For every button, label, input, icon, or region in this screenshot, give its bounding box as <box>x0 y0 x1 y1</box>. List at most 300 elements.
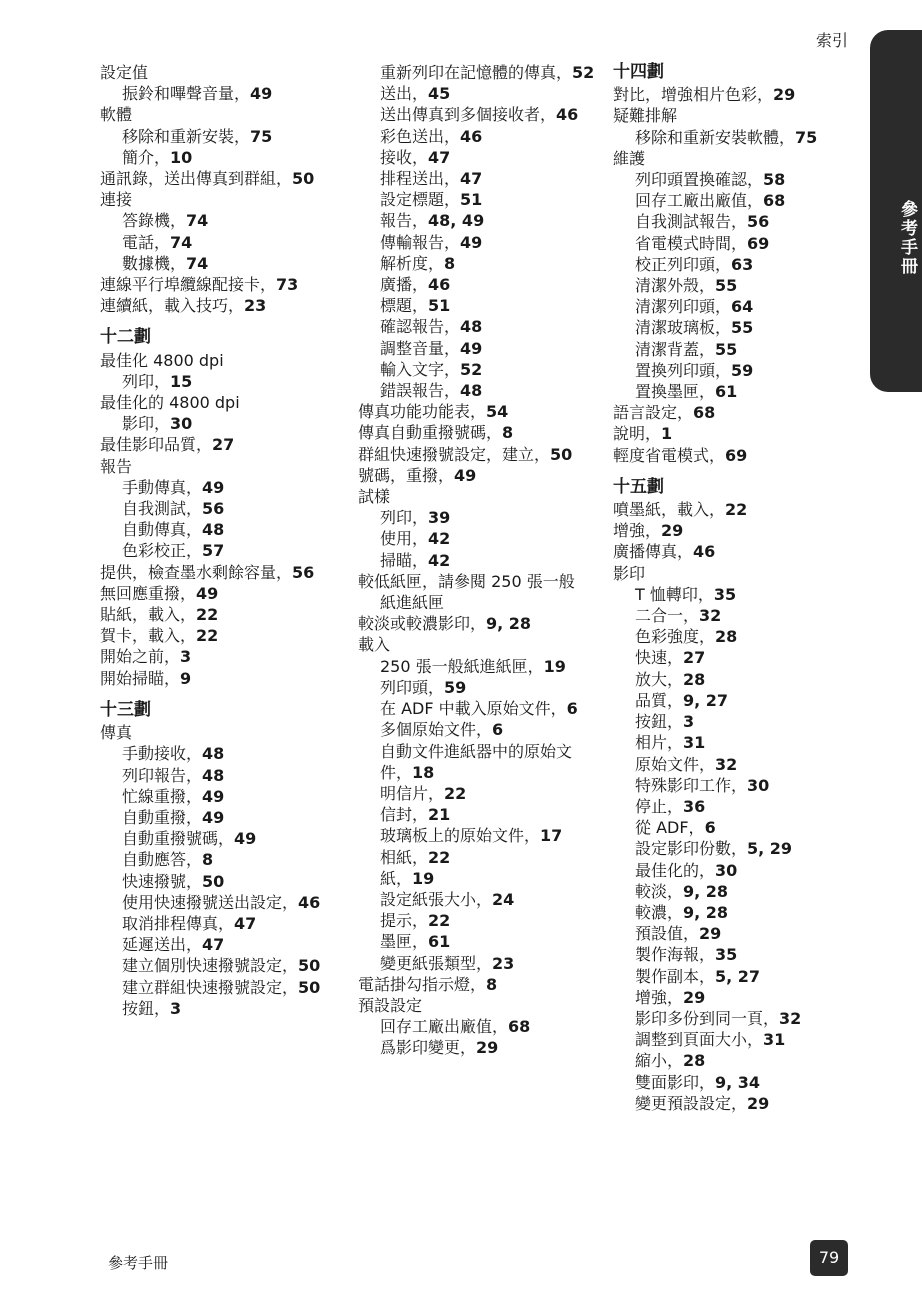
index-entry-pages: 56 <box>747 212 770 232</box>
index-entry-text: 變更紙張類型， <box>380 953 493 973</box>
index-entry <box>100 722 356 743</box>
index-column-1 <box>100 62 356 1019</box>
index-entry-text: 回存工廠出廠值， <box>380 1017 509 1037</box>
index-entry <box>100 168 356 189</box>
index-entry-pages: 69 <box>747 233 770 253</box>
index-entry-pages: 50 <box>292 169 315 189</box>
index-entry <box>100 62 356 83</box>
index-entry <box>100 646 356 667</box>
index-entry-pages: 59 <box>444 677 467 697</box>
index-entry <box>613 923 865 944</box>
index-entry-text: 品質， <box>635 690 684 710</box>
index-entry-text: 最佳影印品質， <box>100 435 213 455</box>
index-entry-pages: 29 <box>773 85 796 105</box>
index-entry-pages: 49 <box>202 786 225 806</box>
index-entry-text: 答錄機， <box>122 211 187 231</box>
index-entry <box>358 189 612 210</box>
index-entry-pages: 52 <box>572 63 595 82</box>
index-entry <box>100 540 356 561</box>
index-entry-pages: 68 <box>763 191 786 211</box>
index-entry-text: 列印， <box>380 508 429 528</box>
index-entry-text: 振鈴和嗶聲音量， <box>122 84 251 104</box>
index-entry-text: 手動傳真， <box>122 477 203 497</box>
index-entry <box>613 445 865 466</box>
index-entry-text: 提示， <box>380 911 429 931</box>
index-entry-text: 移除和重新安裝， <box>122 126 251 146</box>
index-entry-pages: 19 <box>412 868 435 888</box>
index-entry-text: 較濃， <box>635 902 684 922</box>
index-entry-pages: 9, 34 <box>715 1072 761 1092</box>
index-entry-text: 調整到頁面大小， <box>635 1030 764 1050</box>
index-entry-pages: 61 <box>428 932 451 952</box>
index-entry-pages: 50 <box>550 444 573 464</box>
index-entry <box>100 913 356 934</box>
index-entry-pages: 31 <box>683 733 706 753</box>
index-entry-text: 回存工廠出廠值， <box>635 191 764 211</box>
index-entry-pages: 32 <box>699 606 722 626</box>
index-entry-text: 多個原始文件， <box>380 720 493 740</box>
index-entry-text: 噴墨紙，載入， <box>613 500 726 520</box>
index-entry-pages: 61 <box>715 382 738 402</box>
index-entry <box>613 541 865 562</box>
index-entry-text: 忙線重撥， <box>122 786 203 806</box>
index-entry <box>100 371 356 392</box>
index-entry-pages: 74 <box>170 232 193 252</box>
index-entry-pages: 9, 28 <box>683 881 729 901</box>
index-entry <box>613 275 865 296</box>
index-entry-text: 增強， <box>613 521 662 541</box>
index-entry <box>100 210 356 231</box>
index-entry <box>100 232 356 253</box>
index-entry <box>613 754 865 775</box>
index-entry-text: 自動文件進紙器中的原始文 <box>380 741 573 761</box>
index-entry-pages: 15 <box>170 371 193 391</box>
index-entry <box>613 190 865 211</box>
index-entry <box>358 62 612 83</box>
index-entry-text: 自動重撥號碼， <box>122 829 235 849</box>
index-entry <box>358 465 612 486</box>
index-entry-text: 建立個別快速撥號設定， <box>122 956 299 976</box>
index-entry <box>358 656 612 677</box>
index-entry-pages: 24 <box>492 889 515 909</box>
index-entry <box>358 126 612 147</box>
index-entry-pages: 29 <box>699 924 722 944</box>
index-entry <box>358 804 612 825</box>
index-entry-text: 紙進紙匣 <box>380 593 445 613</box>
index-entry <box>358 910 612 931</box>
index-entry-pages: 28 <box>683 669 706 689</box>
index-entry <box>613 902 865 923</box>
index-entry <box>613 860 865 881</box>
index-entry <box>358 931 612 952</box>
index-entry-pages: 8 <box>486 974 498 994</box>
index-entry-pages: 64 <box>731 297 754 317</box>
index-entry <box>613 881 865 902</box>
index-entry <box>613 317 865 338</box>
index-entry <box>100 456 356 477</box>
index-entry-text: 開始掃瞄， <box>100 668 181 688</box>
index-entry-text: 廣播， <box>380 275 429 295</box>
index-entry <box>358 104 612 125</box>
index-entry-text: 相片， <box>635 733 684 753</box>
index-entry <box>613 605 865 626</box>
index-entry <box>613 148 865 169</box>
index-entry-text: 疑難排解 <box>613 106 678 126</box>
index-entry-pages: 54 <box>486 402 509 422</box>
footer-title: 參考手冊 <box>108 1254 169 1272</box>
index-entry-text: 彩色送出， <box>380 126 461 146</box>
index-entry-text: 從 ADF， <box>635 818 705 838</box>
index-entry-text: 數據機， <box>122 253 187 273</box>
index-entry <box>100 147 356 168</box>
index-entry-pages: 5, 29 <box>747 839 793 859</box>
index-entry-text: 爲影印變更， <box>380 1038 477 1058</box>
index-entry-pages: 47 <box>234 913 257 933</box>
index-column-3 <box>613 62 865 1114</box>
index-entry-text: 傳真 <box>100 723 133 743</box>
index-entry-pages: 47 <box>202 935 225 955</box>
index-entry <box>613 211 865 232</box>
index-entry-pages: 22 <box>196 626 219 646</box>
index-entry <box>358 825 612 846</box>
index-entry-text: 玻璃板上的原始文件， <box>380 826 541 846</box>
index-entry <box>100 604 356 625</box>
index-entry-pages: 29 <box>476 1038 499 1058</box>
index-entry <box>358 719 612 740</box>
index-entry-text: 開始之前， <box>100 647 181 667</box>
index-entry-text: 廣播傳真， <box>613 542 694 562</box>
index-entry <box>100 583 356 604</box>
index-entry-pages: 39 <box>428 508 451 528</box>
index-entry-pages: 49 <box>234 829 257 849</box>
index-entry <box>358 1037 612 1058</box>
index-entry-pages: 36 <box>683 796 706 816</box>
index-entry <box>100 998 356 1019</box>
index-entry-text: 號碼，重撥， <box>358 465 455 485</box>
index-entry-pages: 9, 27 <box>683 690 729 710</box>
index-entry <box>358 550 612 571</box>
index-entry-pages: 55 <box>715 276 738 296</box>
index-entry <box>358 444 612 465</box>
index-entry-pages: 51 <box>460 190 483 210</box>
index-entry <box>100 562 356 583</box>
index-entry-pages: 31 <box>763 1030 786 1050</box>
index-entry-pages: 1 <box>661 424 673 444</box>
index-entry-pages: 29 <box>683 987 706 1007</box>
index-entry <box>613 1008 865 1029</box>
index-entry-pages: 6 <box>566 699 578 719</box>
index-entry-pages: 49 <box>202 807 225 827</box>
index-entry <box>100 519 356 540</box>
index-entry-text: 群組快速撥號設定，建立， <box>358 444 551 464</box>
index-entry <box>613 732 865 753</box>
index-entry <box>613 84 865 105</box>
index-entry <box>358 486 612 507</box>
index-entry-pages: 58 <box>763 170 786 190</box>
index-entry-text: 清潔列印頭， <box>635 297 732 317</box>
index-entry <box>100 477 356 498</box>
index-entry-pages: 9 <box>180 668 192 688</box>
index-entry-pages: 48 <box>202 765 225 785</box>
index-entry-text: 掃瞄， <box>380 550 429 570</box>
index-entry-text: 自動傳真， <box>122 520 203 540</box>
index-entry-pages: 51 <box>428 296 451 316</box>
index-entry-text: 連線平行埠纜線配接卡， <box>100 275 277 295</box>
index-entry-text: 輸入文字， <box>380 359 461 379</box>
index-entry-text: 清潔外殼， <box>635 276 716 296</box>
index-entry-pages: 6 <box>492 720 504 740</box>
index-entry-pages: 42 <box>428 529 451 549</box>
index-entry <box>100 743 356 764</box>
index-entry-pages: 68 <box>693 403 716 423</box>
index-entry-text: 傳真自動重撥號碼， <box>358 423 503 443</box>
index-entry <box>613 105 865 126</box>
index-entry-pages: 3 <box>180 647 192 667</box>
index-entry-text: 製作海報， <box>635 945 716 965</box>
index-entry <box>100 849 356 870</box>
index-entry-text: 縮小， <box>635 1051 684 1071</box>
index-section-heading: 十四劃 <box>613 62 664 82</box>
index-entry-pages: 17 <box>540 826 563 846</box>
index-entry-text: 放大， <box>635 669 684 689</box>
running-header-title: 索引 <box>815 31 848 50</box>
index-entry <box>358 698 612 719</box>
index-entry <box>613 169 865 190</box>
index-entry <box>613 775 865 796</box>
index-entry <box>613 127 865 148</box>
index-entry-text: 建立群組快速撥號設定， <box>122 977 299 997</box>
index-column-2 <box>358 62 612 1059</box>
index-entry-text: 使用快速撥號送出設定， <box>122 892 299 912</box>
index-entry-pages: 32 <box>715 754 738 774</box>
index-entry-text: 貼紙，載入， <box>100 605 197 625</box>
index-entry-text: 置換墨匣， <box>635 382 716 402</box>
index-entry <box>358 634 612 655</box>
index-entry-pages: 22 <box>725 500 748 520</box>
index-entry-text: 電話， <box>122 232 171 252</box>
index-entry-pages: 9, 28 <box>486 614 532 634</box>
index-entry-pages: 30 <box>747 775 770 795</box>
index-entry-pages: 3 <box>170 998 182 1018</box>
index-entry-text: 自我測試報告， <box>635 212 748 232</box>
index-entry-text: 解析度， <box>380 253 445 273</box>
index-entry-pages: 75 <box>795 127 818 147</box>
index-entry-pages: 29 <box>661 521 684 541</box>
index-entry-text: T 恤轉印， <box>635 584 714 604</box>
index-entry <box>613 296 865 317</box>
index-entry-pages: 46 <box>556 105 579 125</box>
index-entry <box>613 499 865 520</box>
index-entry-pages: 35 <box>715 945 738 965</box>
index-entry-text: 在 ADF 中載入原始文件， <box>380 699 567 719</box>
index-entry-text: 確認報告， <box>380 317 461 337</box>
index-entry-text: 影印多份到同一頁， <box>635 1008 780 1028</box>
index-entry <box>100 295 356 316</box>
index-entry-pages: 47 <box>428 147 451 167</box>
index-entry-text: 最佳化 4800 dpi <box>100 350 224 370</box>
index-entry <box>613 987 865 1008</box>
index-entry-text: 最佳化的， <box>635 860 716 880</box>
index-entry-pages: 75 <box>250 126 273 146</box>
index-entry-text: 清潔背蓋， <box>635 339 716 359</box>
index-entry-pages: 8 <box>502 423 514 443</box>
index-entry <box>358 762 612 783</box>
index-entry <box>613 838 865 859</box>
index-entry-text: 自我測試， <box>122 499 203 519</box>
index-entry-text: 自動重撥， <box>122 807 203 827</box>
index-entry <box>358 571 612 592</box>
index-entry <box>358 147 612 168</box>
index-entry-text: 影印 <box>613 563 646 583</box>
index-entry-text: 標題， <box>380 296 429 316</box>
index-entry-pages: 69 <box>725 445 748 465</box>
index-entry-text: 明信片， <box>380 783 445 803</box>
index-entry <box>613 711 865 732</box>
index-entry-pages: 23 <box>492 953 515 973</box>
index-entry <box>358 274 612 295</box>
index-entry <box>358 168 612 189</box>
index-entry-pages: 52 <box>460 359 483 379</box>
index-entry <box>613 1093 865 1114</box>
index-entry <box>100 765 356 786</box>
index-entry-text: 傳輸報告， <box>380 232 461 252</box>
index-entry-pages: 22 <box>196 605 219 625</box>
index-entry-text: 墨匣， <box>380 932 429 952</box>
index-section-heading: 十三劃 <box>100 699 151 720</box>
index-entry-pages: 63 <box>731 254 754 274</box>
index-entry <box>358 1016 612 1037</box>
index-entry-pages: 48, 49 <box>428 211 485 231</box>
index-entry <box>613 402 865 423</box>
index-entry-text: 取消排程傳真， <box>122 913 235 933</box>
index-entry-pages: 48 <box>460 317 483 337</box>
index-entry-text: 按鈕， <box>635 712 684 732</box>
index-entry <box>100 807 356 828</box>
index-entry <box>100 83 356 104</box>
index-entry-text: 相紙， <box>380 847 429 867</box>
index-entry <box>358 232 612 253</box>
index-entry <box>358 316 612 337</box>
index-entry <box>358 953 612 974</box>
index-entry-pages: 30 <box>170 414 193 434</box>
index-entry-pages: 21 <box>428 805 451 825</box>
index-entry-pages: 30 <box>715 860 738 880</box>
index-entry <box>100 126 356 147</box>
index-entry-text: 接收， <box>380 147 429 167</box>
index-entry-text: 傳真功能功能表， <box>358 402 487 422</box>
index-entry-text: 通訊錄，送出傳真到群組， <box>100 169 293 189</box>
index-entry-pages: 22 <box>428 847 451 867</box>
index-entry <box>100 786 356 807</box>
index-entry-pages: 46 <box>298 892 321 912</box>
index-entry-text: 最佳化的 4800 dpi <box>100 393 240 413</box>
index-entry <box>613 944 865 965</box>
index-entry <box>613 563 865 584</box>
index-entry-text: 變更預設設定， <box>635 1093 748 1113</box>
index-entry-text: 設定值 <box>100 63 149 82</box>
index-entry-pages: 49 <box>196 583 219 603</box>
index-entry-text: 列印， <box>122 371 171 391</box>
index-entry-pages: 18 <box>412 762 435 782</box>
index-entry <box>358 592 612 613</box>
index-entry <box>613 520 865 541</box>
index-entry-pages: 6 <box>704 818 716 838</box>
index-entry-text: 件， <box>380 762 413 782</box>
index-entry-text: 按鈕， <box>122 998 171 1018</box>
index-entry-pages: 74 <box>186 211 209 231</box>
index-entry-pages: 3 <box>683 712 695 732</box>
index-entry <box>358 380 612 401</box>
index-entry-text: 色彩強度， <box>635 627 716 647</box>
index-entry-text: 報告 <box>100 456 133 476</box>
index-entry-pages: 55 <box>731 318 754 338</box>
index-entry-text: 維護 <box>613 148 646 168</box>
index-entry-pages: 29 <box>747 1093 770 1113</box>
index-entry <box>100 253 356 274</box>
index-entry <box>100 871 356 892</box>
index-entry-text: 錯誤報告， <box>380 381 461 401</box>
index-entry-pages: 50 <box>202 871 225 891</box>
index-entry-text: 重新列印在記憶體的傳真， <box>380 63 573 82</box>
index-entry-pages: 49 <box>250 84 273 104</box>
index-entry-text: 製作副本， <box>635 966 716 986</box>
index-entry-text: 紙， <box>380 868 413 888</box>
index-entry-pages: 32 <box>779 1008 802 1028</box>
index-entry-text: 二合一， <box>635 606 700 626</box>
index-entry-pages: 56 <box>292 562 315 582</box>
index-entry-text: 電話掛勾指示燈， <box>358 974 487 994</box>
index-entry-text: 原始文件， <box>635 754 716 774</box>
index-entry-pages: 48 <box>202 520 225 540</box>
index-entry-pages: 49 <box>454 465 477 485</box>
index-entry-text: 色彩校正， <box>122 541 203 561</box>
index-entry <box>100 668 356 689</box>
index-entry <box>100 434 356 455</box>
index-entry-pages: 46 <box>693 542 716 562</box>
index-entry <box>358 995 612 1016</box>
index-entry-pages: 46 <box>428 275 451 295</box>
index-entry-text: 簡介， <box>122 147 171 167</box>
index-entry-text: 輕度省電模式， <box>613 445 726 465</box>
index-entry-pages: 57 <box>202 541 225 561</box>
index-entry <box>358 210 612 231</box>
index-entry-text: 影印， <box>122 414 171 434</box>
index-entry <box>358 889 612 910</box>
index-entry <box>100 977 356 998</box>
index-entry-text: 停止， <box>635 796 684 816</box>
index-entry <box>613 1072 865 1093</box>
index-entry-pages: 46 <box>460 126 483 146</box>
index-entry-pages: 45 <box>428 84 451 104</box>
index-entry-text: 送出， <box>380 84 429 104</box>
index-entry <box>613 233 865 254</box>
index-entry <box>358 83 612 104</box>
index-entry <box>613 254 865 275</box>
index-entry-pages: 50 <box>298 956 321 976</box>
index-entry-pages: 50 <box>298 977 321 997</box>
index-entry-text: 手動接收， <box>122 744 203 764</box>
index-entry-pages: 49 <box>460 338 483 358</box>
index-entry-pages: 28 <box>715 627 738 647</box>
index-entry-text: 排程送出， <box>380 169 461 189</box>
index-entry <box>613 339 865 360</box>
index-entry-pages: 55 <box>715 339 738 359</box>
page-number: 79 <box>810 1240 848 1276</box>
index-entry-text: 語言設定， <box>613 403 694 423</box>
index-entry <box>358 677 612 698</box>
index-entry-pages: 9, 28 <box>683 902 729 922</box>
section-side-tab <box>870 30 922 392</box>
